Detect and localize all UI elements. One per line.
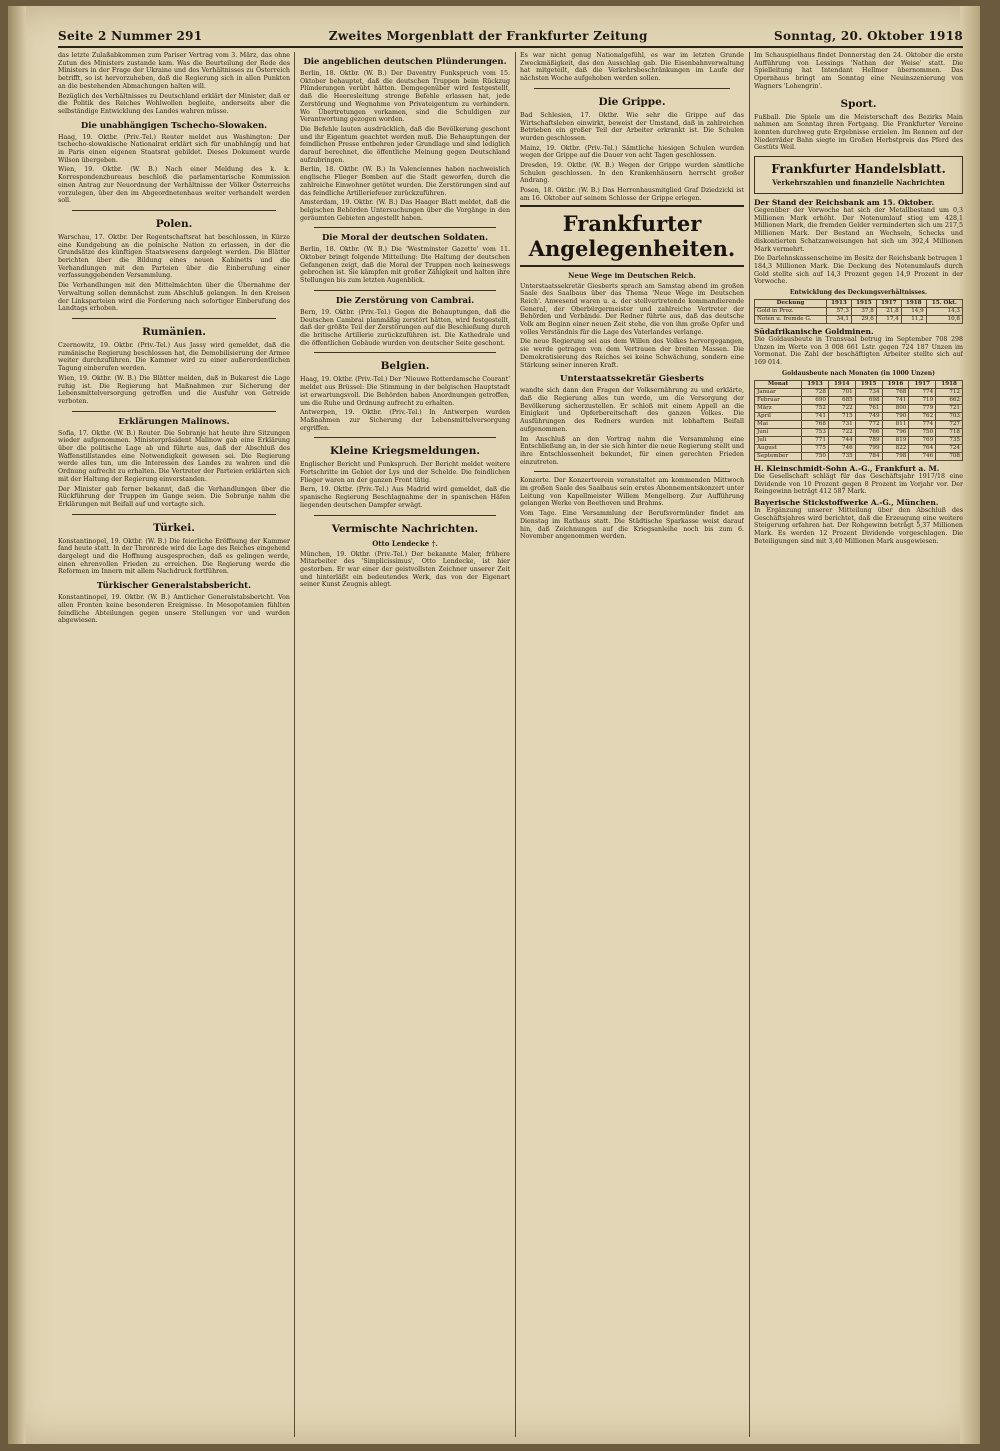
table-cell: 715 [828,412,855,420]
table-cell: 774 [909,388,936,396]
article-heading: Kleine Kriegsmeldungen. [329,445,481,458]
table-header-cell: 1918 [936,380,963,388]
table-cell: Mai [755,420,802,428]
divider [534,471,730,472]
table-cell: 724 [936,444,963,452]
table-header-row [755,380,963,388]
article-text: das letzte Zulaßabkommen zum Pariser Vertrag vom 3. März, das ohne Zutun des Ministers zustande kam. Was die Beurteilung der Rede des Ministers in der Frage der Ukraine und des Verhältnisses zu Österreich betrifft, so ist hervorzuheben, daß die Regierung sich in allen Punkten an die bestehenden Abmachungen halten will. [58,52,290,90]
article-text: Konzerte. Der Konzertverein veranstaltet am kommenden Mittwoch im großen Saale des Saalbaus sein erstes Abonnementskonzert unter Leitung von Kapellmeister Willem Mengelberg. Zur Aufführung gelangen Werke von Beethoven und Brahms. [520,477,744,508]
article-text: Konstantinopel, 19. Oktbr. (W. B.) Amtlicher Generalstabsbericht. Von allen Fronten keine besonderen Ereignisse. In Mesopotamien fühlten feindliche Abteilungen gegen unsere Stellungen vor und wurden abgewiesen. [58,594,290,625]
table-row [755,396,963,404]
table-cell: 790 [882,412,909,420]
table-cell: 14,3 [926,308,962,316]
table-cell: 34,1 [826,316,851,324]
article-text: Czernowitz, 19. Oktbr. (Priv.-Tel.) Aus Jassy wird gemeldet, daß die rumänische Regierung beschlossen hat, die Demobilisierung der Armee weiter durchzuführen. Die Kammer wird zu einer außerordentlichen Tagung einberufen werden. [58,341,290,373]
article-text: Konstantinopel, 19. Oktbr. (W. B.) Die feierliche Eröffnung der Kammer fand heute statt. In der Thronrede wird die Lage des Reiches eingehend dargelegt und die Hoffnung ausgesprochen, daß es gelingen werde, einen ehrenvollen Frieden zu erreichen. Die Regierung werde die Reformen im Innern mit allem Nachdruck fortführen. [58,537,290,576]
table-header-cell: Monat [755,380,802,388]
article-text: Wien, 19. Oktbr. (W. B.) Die Blätter melden, daß in Bukarest die Lage ruhig ist. Die Regierung hat Maßnahmen zur Sicherung der Lebensmittelversorgung getroffen und die Ausfuhr von Getreide verboten. [58,374,290,405]
article-text: Bern, 19. Oktbr. (Priv.-Tel.) Aus Madrid wird gemeldet, daß die spanische Regierung Beschlagnahme der in spanischen Häfen liegenden deutschen Dampfer erwägt. [300,486,510,509]
article-text: Haag, 19. Oktbr. (Priv.-Tel.) Reuter meldet aus Washington: Der tschecho-slowakische Nationalrat erklärt sich für unabhängig und hat in Paris einen eigenen Staatsrat gebildet. Dieses Dokument wurde Wilson übergeben. [58,133,290,164]
article-text: Im Schauspielhaus findet Donnerstag den 24. Oktober die erste Aufführung von Lessings 'Nathan der Weise' statt. Die Spielleitung hat Intendant Hellmer übernommen. Das Opernhaus bringt am Sonntag eine Neuinszenierung von Wagners 'Lohengrin'. [754,52,963,90]
article-heading: Der Stand der Reichsbank am 15. Oktober. [754,198,935,208]
article-text: wandte sich dann den Fragen der Volksernährung zu und erklärte, daß die Regierung alles tun werde, um die Versorgung der Bevölkerung sicherzustellen. Er schloß mit einem Appell an die Einigkeit und Opferbereitschaft des ganzen Volkes. Die Ausführungen des Redners wurden mit lebhaftem Beifall aufgenommen. [520,387,744,433]
header-masthead: Zweites Morgenblatt der Frankfurter Zeitung [328,29,648,43]
article-text: Gegenüber der Vorwoche hat sich der Metallbestand um 0,3 Millionen Mark erhöht. Der Notenumlauf stieg um 428,1 Millionen Mark, die fremden Gelder verminderten sich um 217,5 Millionen Mark. Der Bestand an Wechseln, Schecks und diskontierten Schatzanweisungen hat sich um 392,4 Millionen Mark vermehrt. [754,207,963,253]
table-header-cell: 1916 [882,380,909,388]
article-text: Warschau, 17. Oktbr. Der Regentschaftsrat hat beschlossen, in Kürze eine Kundgebung an die polnische Nation zu erlassen, in der die Grundsätze des künftigen Staatswesens dargelegt werden. Die Blätter berichten über die Bildung eines neuen Kabinetts und die Verhandlungen mit den Parteien über die Einberufung einer verfassunggebenden Versammlung. [58,233,290,280]
table-header-cell: 1913 [802,380,829,388]
table-cell: 762 [909,412,936,420]
article-heading: Südafrikanische Goldminen. [754,327,874,337]
columns [58,52,963,1437]
table-cell: 796 [882,428,909,436]
table-cell: 822 [882,444,909,452]
table-cell: 768 [882,388,909,396]
article-text: Die Verhandlungen mit den Mittelmächten über die Übernahme der Verwaltung sollen demnächst zum Abschluß gelangen. In den Kreisen der Linksparteien wird die Forderung nach sofortiger Einberufung des Landtags erhoben. [58,282,290,313]
table-row [755,308,963,316]
table-cell: 771 [802,436,829,444]
divider [534,88,730,89]
article-heading: Sport. [840,97,877,110]
article-text: Berlin, 18. Oktbr. (W. B.) In Valenciennes haben nachweislich englische Flieger Bomben auf die Stadt geworfen, durch die zahlreiche Einwohner getötet wurden. Die Zerstörungen sind auf das feindliche Artilleriefeuer zurückzuführen. [300,166,510,197]
article-heading: Türkischer Generalstabsbericht. [96,581,252,592]
table-cell: 731 [828,420,855,428]
article-text: Bern, 19. Oktbr. (Priv.-Tel.) Gegen die Behauptungen, daß die Deutschen Cambrai planmäßig zerstört hätten, wird festgestellt, daß der größte Teil der Zerstörungen auf die Beschießung durch die britische Artillerie zurückzuführen ist. Die Kathedrale und die öffentlichen Gebäude wurden von deutscher Seite geschont. [300,308,510,347]
table-header-cell: Deckung [755,300,827,308]
article-heading: Türkei. [153,521,195,534]
article-heading: Die Zerstörung von Cambrai. [335,295,475,306]
table-cell: 753 [802,428,829,436]
table-cell: 735 [828,452,855,460]
divider [72,411,276,412]
article-text: Amsterdam, 19. Oktbr. (W. B.) Das Haager Blatt meldet, daß die belgischen Behörden Untersuchungen über die Vorgänge in den geräumten Gebieten angestellt haben. [300,199,510,222]
table-cell: 21,8 [876,308,901,316]
article-text: Die Darlehnskassenscheine im Besitz der Reichsbank betrugen 1 184,3 Millionen Mark. Die Deckung des Notenumlaufs durch Gold stellte sich auf 14,3 Prozent gegen 14,9 Prozent in der Vorwoche. [754,255,963,286]
article-subheading: Otto Lendecke †. [372,538,438,548]
article-text: Die Befehle lauten ausdrücklich, daß die Bevölkerung geschont und ihr Eigentum geachtet werden muß. Die Behauptungen der feindlichen Presse entbehren jeder Grundlage und sind lediglich darauf berechnet, die öffentliche Meinung gegen Deutschland aufzubringen. [300,125,510,164]
table-cell: 750 [909,428,936,436]
page-header [58,26,963,48]
divider [314,515,496,516]
table-header-cell: 1913 [826,300,851,308]
article-heading: Die Moral der deutschen Soldaten. [321,233,489,244]
table-cell: September [755,452,802,460]
section-title: Frankfurter Handelsblatt. [771,162,946,177]
table-cell: 29,6 [851,316,876,324]
table-cell: 701 [828,388,855,396]
column-4 [754,52,963,1437]
article-text: Posen, 18. Oktbr. (W. B.) Das Herrenhausmitglied Graf Dziedzicki ist am 16. Oktober auf seinem Schlosse der Grippe erlegen. [520,187,744,202]
table-cell: Juli [755,436,802,444]
table-row [755,388,963,396]
table-cell: 819 [882,436,909,444]
table-cell: 662 [936,396,963,404]
table-cell: 735 [936,436,963,444]
table-cell: 722 [828,428,855,436]
table-cell: 799 [855,444,882,452]
header-page-number: Seite 2 Nummer 291 [58,29,203,43]
article-text: Mainz, 19. Oktbr. (Priv.-Tel.) Sämtliche hiesigen Schulen wurden wegen der Grippe auf die Dauer von acht Tagen geschlossen. [520,144,744,160]
table-caption: Goldausbeute nach Monaten (in 1000 Unzen) [782,369,935,377]
article-text: Antwerpen, 19. Oktbr. (Priv.-Tel.) In Antwerpen wurden Maßnahmen zur Sicherung der Lebensmittelversorgung ergriffen. [300,409,510,432]
table-cell: 772 [855,420,882,428]
article-text: Bad Schlesien, 17. Oktbr. Wie sehr die Grippe auf das Wirtschaftsleben einwirkt, beweist der Umstand, daß in zahlreichen Betrieben ein großer Teil der Arbeiter erkrankt ist. Die Schulen wurden geschlossen. [520,111,744,142]
article-heading: Rumänien. [142,325,206,338]
article-heading: Bayerische Stickstoffwerke A.-G., München. [754,497,939,507]
article-heading: Polen. [155,217,193,230]
column-3 [520,52,744,1437]
table-cell: August [755,444,802,452]
deckung-table [754,299,963,324]
table-cell: 10,8 [926,316,962,324]
table-cell: 734 [855,388,882,396]
table-header-cell: 1915 [855,380,882,388]
table-cell: 741 [802,412,829,420]
divider [314,290,496,291]
divider [72,318,276,319]
table-row [755,444,963,452]
article-text: Fußball. Die Spiele um die Meisterschaft des Bezirks Main nahmen am Sonntag ihren Fortgang. Die Frankfurter Vereine konnten durchweg gute Ergebnisse erzielen. Im Rennen auf der Niederräder Bahn siegte im Großen Herbstpreis das Pferd des Gestüts Weil. [754,113,963,152]
table-header-cell: 1917 [909,380,936,388]
column-rule [515,52,516,1437]
divider [72,514,276,515]
table-cell: 14,9 [901,308,926,316]
article-heading: Die unabhängigen Tschecho-Slowaken. [80,120,268,131]
table-cell: 752 [802,404,829,412]
article-text: Unterstaatssekretär Giesberts sprach am Samstag abend im großen Saale des Saalbaus über das Thema 'Neue Wege im Deutschen Reich'. Anwesend waren u. a. der stellvertretende kommandierende General, der Oberbürgermeister und zahlreiche Vertreter der Behörden und Verbände. Der Redner führte aus, daß das deutsche Volk am Beginn einer neuen Zeit stehe, die von ihm große Opfer und volles Verständnis für die Lage des Vaterlandes verlange. [520,282,744,336]
article-text: Die Gesellschaft schlägt für das Geschäftsjahr 1917/18 eine Dividende von 10 Prozent gegen 8 Prozent im Vorjahr vor. Der Reingewinn beträgt 412 587 Mark. [754,472,963,496]
divider [314,352,496,353]
binding-gutter [8,6,26,1444]
article-text: Die neue Regierung sei aus dem Willen des Volkes hervorgegangen, sie werde getragen von dem Vertrauen der breiten Massen. Die Demokratisierung des Reiches sei keine Schwächung, sondern eine Stärkung seiner inneren Kraft. [520,338,744,369]
article-text: Berlin, 18. Oktbr. (W. B.) Der Daventry Funkspruch vom 15. Oktober behauptet, daß die deutschen Truppen beim Rückzug Plünderungen verübt hätten. Demgegenüber wird festgestellt, daß die Heeresleitung strenge Befehle erlassen hat, jede Zerstörung und Wegnahme von Privateigentum zu verhindern. Wo Übertretungen vorkamen, sind die Schuldigen zur Verantwortung gezogen worden. [300,70,510,124]
table-cell: März [755,404,802,412]
table-cell: 769 [909,436,936,444]
table-cell: Januar [755,388,802,396]
table-row [755,316,963,324]
table-cell: 698 [855,396,882,404]
table-row [755,412,963,420]
table-cell: 37,8 [851,308,876,316]
table-cell: 746 [909,452,936,460]
table-cell: 721 [936,404,963,412]
table-cell: 690 [802,396,829,404]
table-cell: 774 [909,420,936,428]
table-header-cell: 1915 [851,300,876,308]
table-cell: 750 [802,452,829,460]
article-text: Bezüglich des Verhältnisses zu Deutschland erklärt der Minister, daß er die Politik des Reiches Wohlwollen begleite, anderseits aber die selbständige Entwicklung des Landes wahren müsse. [58,92,290,115]
table-cell: 749 [855,412,882,420]
table-cell: 708 [936,452,963,460]
table-cell: 784 [855,452,882,460]
divider [314,227,496,228]
article-text: Im Anschluß an den Vortrag nahm die Versammlung eine Entschließung an, in der sie sich hinter die neue Regierung stellt und ihre Entschlossenheit bekundet, für einen gerechten Frieden einzutreten. [520,435,744,466]
table-caption: Entwicklung des Deckungsverhältnisses. [789,289,928,297]
table-cell: 722 [828,404,855,412]
table-cell: 798 [882,452,909,460]
article-heading: H. Kleinschmidt-Sohn A.-G., Frankfurt a. M. [754,463,940,473]
table-row [755,428,963,436]
article-heading: Vermischte Nachrichten. [331,522,479,535]
article-text: Sofia, 17. Oktbr. (W. B.) Reuter. Die Sobranje hat heute ihre Sitzungen wieder aufgenommen. Ministerpräsident Malinow gab eine Erklärung über die politische Lage ab und führte aus, daß der Abschluß des Waffenstillstandes eine Notwendigkeit gewesen sei. Die Regierung werde alles tun, um die Interessen des Landes zu wahren und die Ordnung aufrecht zu erhalten. Die Vertreter der Parteien erklärten sich mit der Haltung der Regierung einverstanden. [58,429,290,483]
article-text: Dresden, 19. Oktbr. (W. B.) Wegen der Grippe wurden sämtliche Schulen geschlossen. In den Krankenhäusern herrscht großer Andrang. [520,162,744,185]
article-heading: Unterstaatssekretär Giesberts [560,374,704,385]
table-cell: April [755,412,802,420]
table-cell: 779 [909,404,936,412]
table-cell: Noten u. fremde G. [755,316,827,324]
goldausbeute-table [754,380,963,461]
table-cell: 789 [855,436,882,444]
table-cell: 17,4 [876,316,901,324]
article-heading: Belgien. [380,360,430,373]
table-cell: Gold in Proz. [755,308,827,316]
table-cell: 744 [828,436,855,444]
table-cell: 728 [802,388,829,396]
table-row [755,436,963,444]
article-subheading: Neue Wege im Deutschen Reich. [568,270,696,280]
table-cell: 811 [882,420,909,428]
article-heading: Die angeblichen deutschen Plünderungen. [303,57,507,67]
article-heading: Erklärungen Malinows. [118,416,230,427]
table-cell: 800 [882,404,909,412]
article-text: Wien, 19. Oktbr. (W. B.) Nach einer Meldung des k. k. Korrespondenzbureaus beschloß die parlamentarische Kommission einen Antrag zur Neuordnung der Verhältnisse der Völker Österreichs vorzulegen, über den im Abgeordnetenhaus weiter verhandelt werden soll. [58,166,290,205]
table-row [755,404,963,412]
article-text: Berlin, 18. Oktbr. (W. B.) Die 'Westminster Gazette' vom 11. Oktober bringt folgende Mitteilung: Die Haltung der deutschen Gefangenen zeigt, daß die Moral der Truppen noch keineswegs gebrochen ist. Sie kämpfen mit großer Zähigkeit und halten ihre Stellungen bis zum letzten Augenblick. [300,246,510,285]
table-cell: 727 [936,420,963,428]
column-2 [300,52,510,1437]
page-edge [960,6,980,1444]
table-cell: 741 [882,396,909,404]
header-date: Sonntag, 20. Oktober 1918 [774,29,963,43]
article-text: München, 19. Oktbr. (Priv.-Tel.) Der bekannte Maler, frühere Mitarbeiter des 'Simplicissimus', Otto Lendecke, ist hier gestorben. Er war einer der geistvollsten Zeichner unserer Zeit und hinterläßt ein bedeutendes Werk, das von der Eigenart seiner Kunst Zeugnis ablegt. [300,550,510,589]
column-rule [749,52,750,1437]
column-rule [294,52,295,1437]
table-cell: 761 [855,404,882,412]
column-1 [58,52,290,1437]
article-text: Die Goldausbeute in Transvaal betrug im September 708 298 Unzen im Werte von 3 008 661 Lstr. gegen 724 187 Unzen im Vormonat. Die Zahl der beschäftigten Arbeiter stellte sich auf 169 014. [754,336,963,367]
article-text: Es war nicht genug Nationalgefühl, es war im letzten Grunde Zweckmäßigkeit, das den Ausschlag gab. Die Eisenbahnverwaltung hat mitgeteilt, daß die Verkehrsbeschränkungen im Laufe der nächsten Woche aufgehoben werden sollen. [520,52,744,83]
table-cell: Februar [755,396,802,404]
article-text: Englischer Bericht und Funkspruch. Der Bericht meldet weitere Fortschritte im Gebiet der Lys und der Schelde. Die feindlichen Flieger waren an der ganzen Front tätig. [300,461,510,484]
article-text: Haag, 19. Oktbr. (Priv.-Tel.) Der 'Nieuwe Rotterdamsche Courant' meldet aus Brüssel: Die Stimmung in der belgischen Hauptstadt ist erwartungsvoll. Die Behörden haben Anordnungen getroffen, um die Ruhe und Ordnung aufrecht zu erhalten. [300,376,510,407]
section-title: Frankfurter Angelegenheiten. [520,205,744,267]
table-cell: 703 [936,412,963,420]
table-cell: 718 [936,428,963,436]
newspaper-page [8,6,980,1444]
table-cell: 764 [909,444,936,452]
article-text: In Ergänzung unserer Mitteilung über den Abschluß des Geschäftsjahres wird berichtet, daß die Erzeugung eine weitere Steigerung erfahren hat. Der Rohgewinn beträgt 5,37 Millionen Mark. Es werden 12 Prozent Dividende vorgeschlagen. Die Beteiligungen sind mit 3,40 Millionen Mark ausgewiesen. [754,506,963,545]
table-cell: 719 [909,396,936,404]
table-header-cell: 1914 [828,380,855,388]
table-cell: 685 [828,396,855,404]
table-cell: 746 [828,444,855,452]
article-text: Vom Tage. Eine Versammlung der Berufsvormünder findet am Dienstag im Rathaus statt. Die Städtische Sparkasse weist darauf hin, daß Zeichnungen auf die Kriegsanleihe noch bis zum 6. November angenommen werden. [520,510,744,541]
table-header-cell: 15. Okt. [926,300,962,308]
table-cell: 775 [802,444,829,452]
table-cell: 11,2 [901,316,926,324]
article-heading: Die Grippe. [598,95,666,108]
table-cell: 766 [855,428,882,436]
table-cell: Juni [755,428,802,436]
article-text: Der Minister gab ferner bekannt, daß die Verhandlungen über die Rückführung der Truppen im Gange seien. Die Sobranje nahm die Erklärungen mit Beifall auf und vertagte sich. [58,485,290,508]
handelsblatt-box [754,156,963,194]
table-cell: 768 [802,420,829,428]
divider [72,210,276,211]
table-cell: 57,3 [826,308,851,316]
divider [314,437,496,438]
table-row [755,420,963,428]
table-header-row [755,300,963,308]
table-header-cell: 1917 [876,300,901,308]
table-header-cell: 1918 [901,300,926,308]
table-cell: 712 [936,388,963,396]
table-row [755,452,963,460]
article-subheading: Verkehrszahlen und finanzielle Nachrichten [772,178,945,188]
